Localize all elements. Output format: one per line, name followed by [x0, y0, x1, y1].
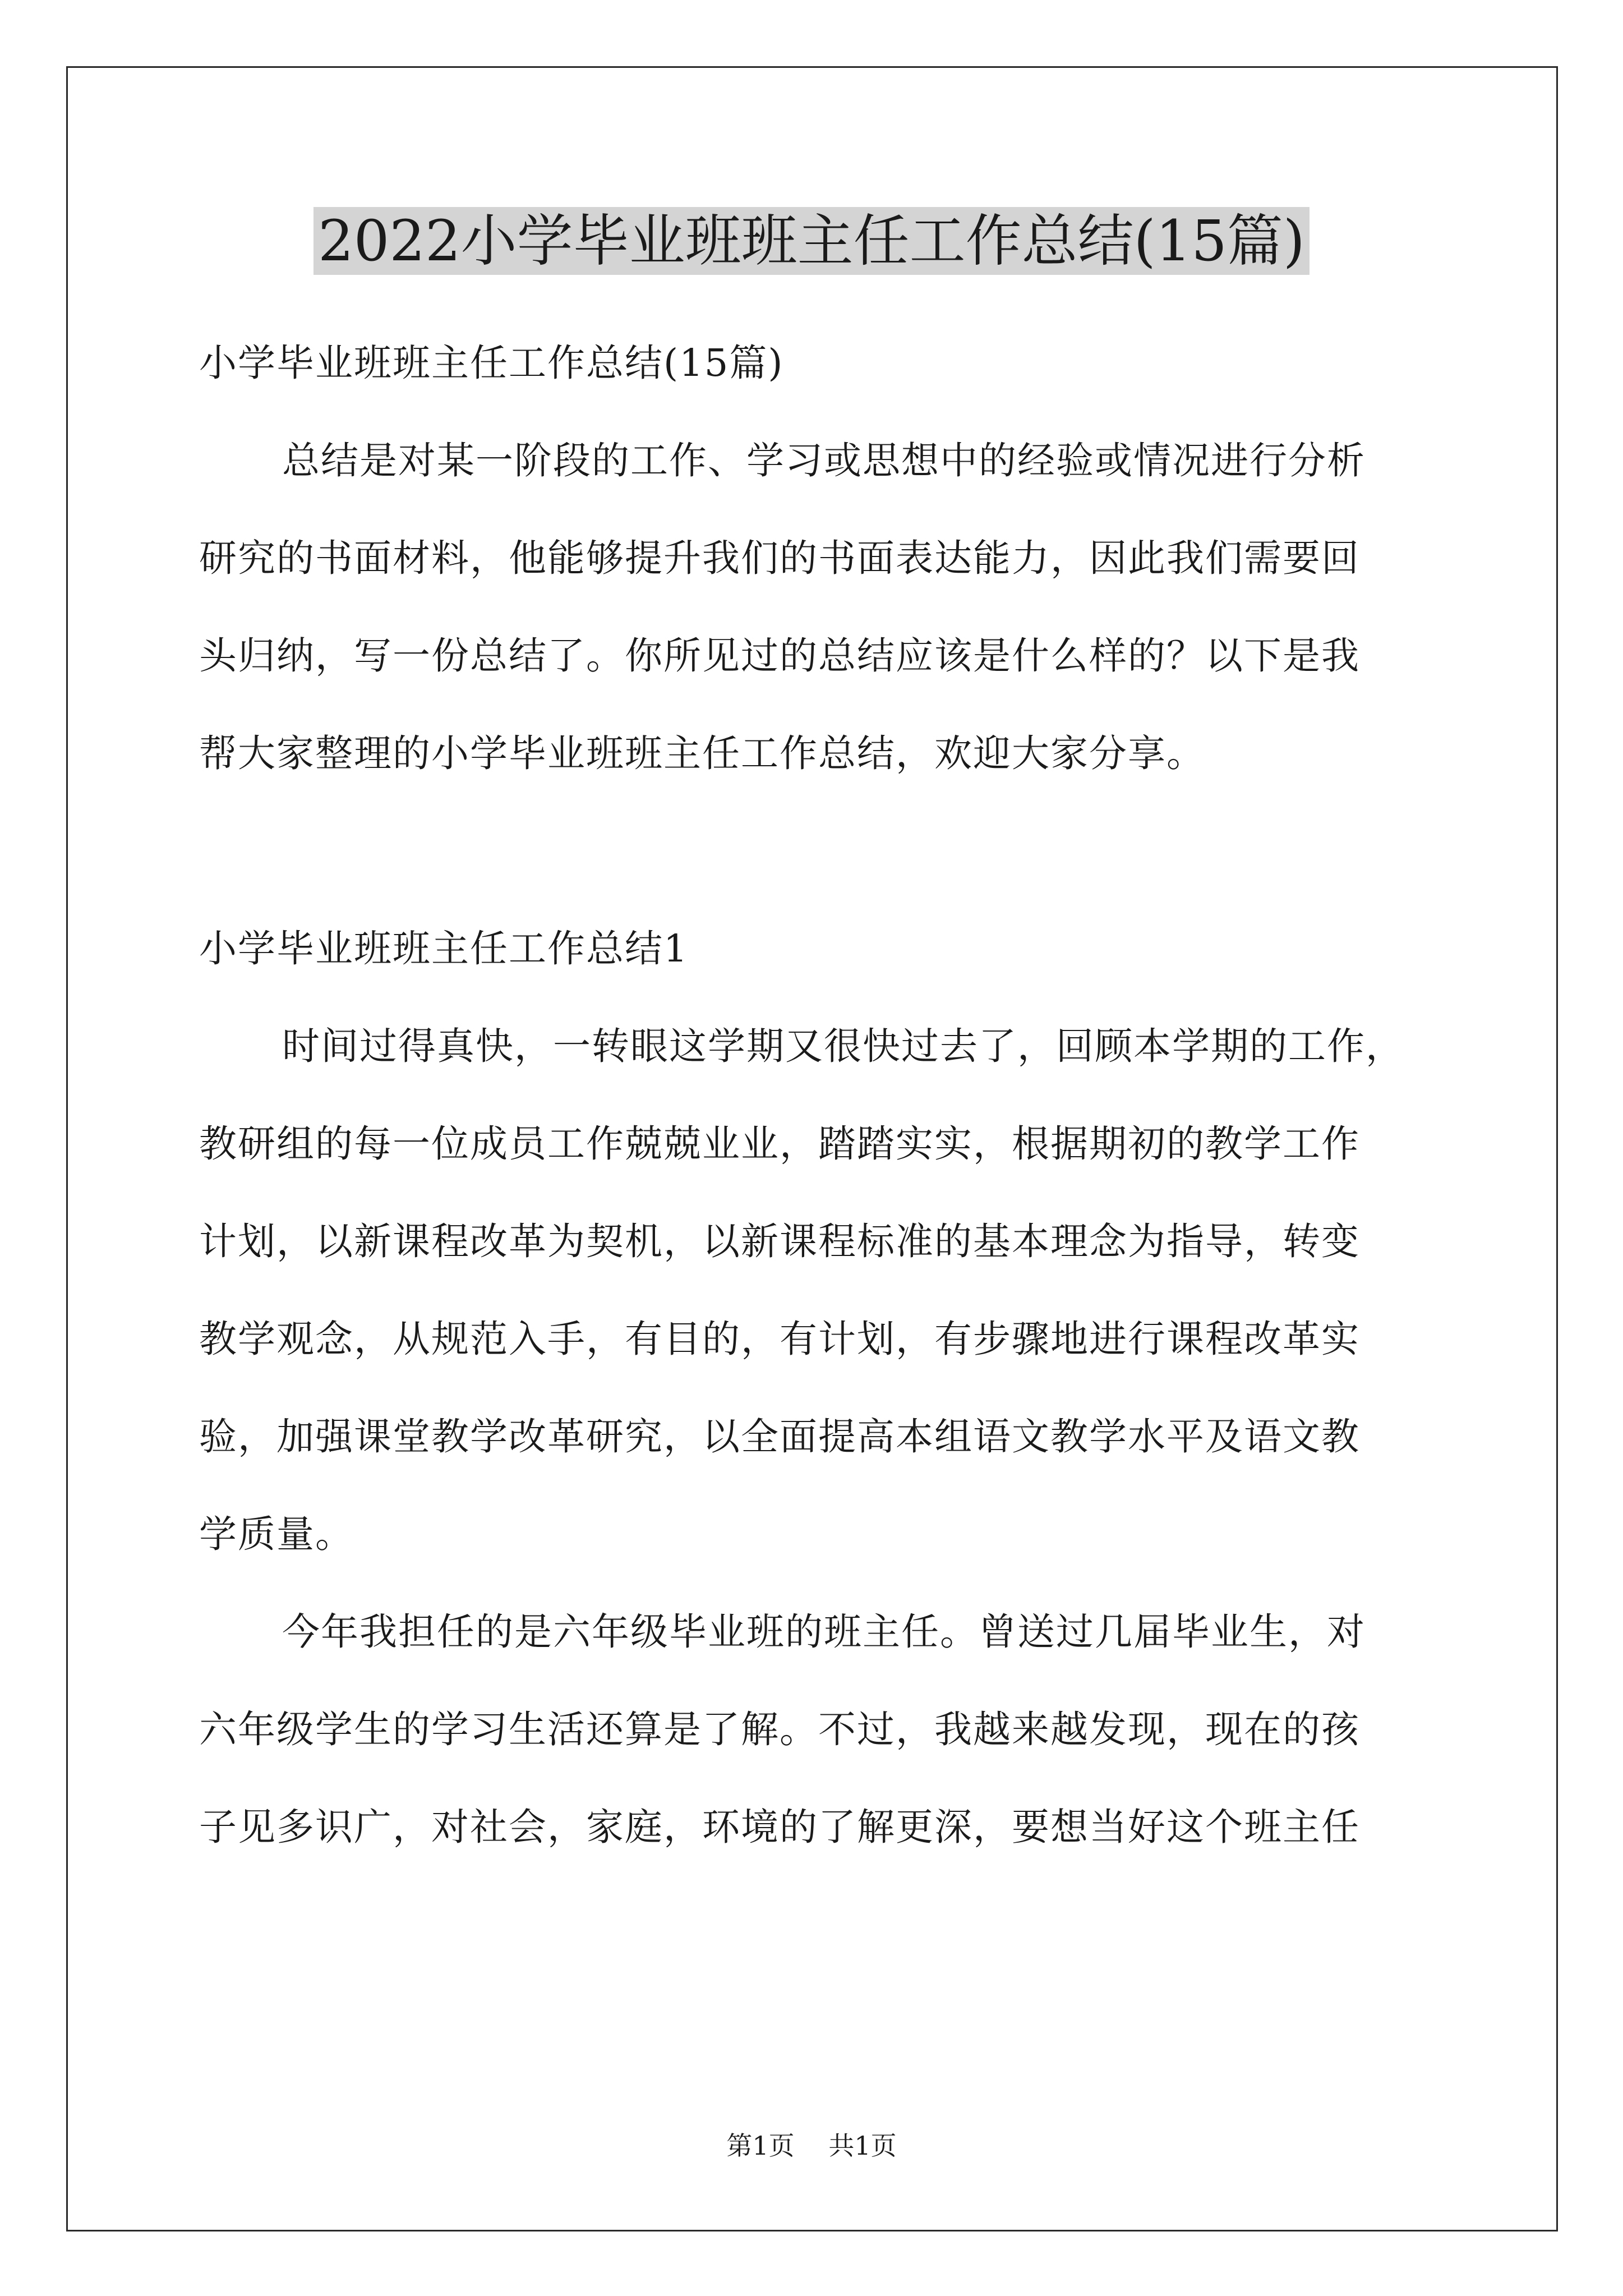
paragraph-line: 学质量。: [199, 1512, 354, 1556]
paragraph-line: 计划，以新课程改革为契机，以新课程标准的基本理念为指导，转变: [199, 1220, 1360, 1263]
paragraph-line: 验，加强课堂教学改革研究，以全面提高本组语文教学水平及语文教: [199, 1415, 1360, 1458]
page-footer: [0, 2129, 1623, 2162]
paragraph-line: 六年级学生的学习生活还算是了解。不过，我越来越发现，现在的孩: [199, 1708, 1360, 1751]
paragraph-line: 今年我担任的是六年级毕业班的班主任。曾送过几届毕业生，对: [282, 1610, 1366, 1654]
subtitle: 小学毕业班班主任工作总结(15篇): [199, 341, 784, 385]
document-body: [199, 314, 1433, 1876]
page-number-total: 共1页: [828, 2131, 897, 2161]
page-number-current: 第1页: [726, 2131, 795, 2161]
intro-line: 总结是对某一阶段的工作、学习或思想中的经验或情况进行分析: [282, 439, 1366, 482]
paragraph-line: 时间过得真快，一转眼这学期又很快过去了，回顾本学期的工作，: [282, 1024, 1404, 1068]
paragraph-line: 子见多识广，对社会，家庭，环境的了解更深，要想当好这个班主任: [199, 1805, 1360, 1849]
intro-line: 头归纳，写一份总结了。你所见过的总结应该是什么样的？以下是我: [199, 634, 1360, 678]
intro-line: 研究的书面材料，他能够提升我们的书面表达能力，因此我们需要回: [199, 536, 1360, 580]
blank-line: [199, 802, 1433, 900]
section-heading: 小学毕业班班主任工作总结1: [199, 927, 689, 970]
document-title-text: 2022小学毕业班班主任工作总结(15篇): [313, 207, 1310, 275]
document-title: [0, 199, 1623, 283]
paragraph-line: 教学观念，从规范入手，有目的，有计划，有步骤地进行课程改革实: [199, 1317, 1360, 1361]
intro-line: 帮大家整理的小学毕业班班主任工作总结，欢迎大家分享。: [199, 731, 1205, 775]
paragraph-line: 教研组的每一位成员工作兢兢业业，踏踏实实，根据期初的教学工作: [199, 1122, 1360, 1166]
